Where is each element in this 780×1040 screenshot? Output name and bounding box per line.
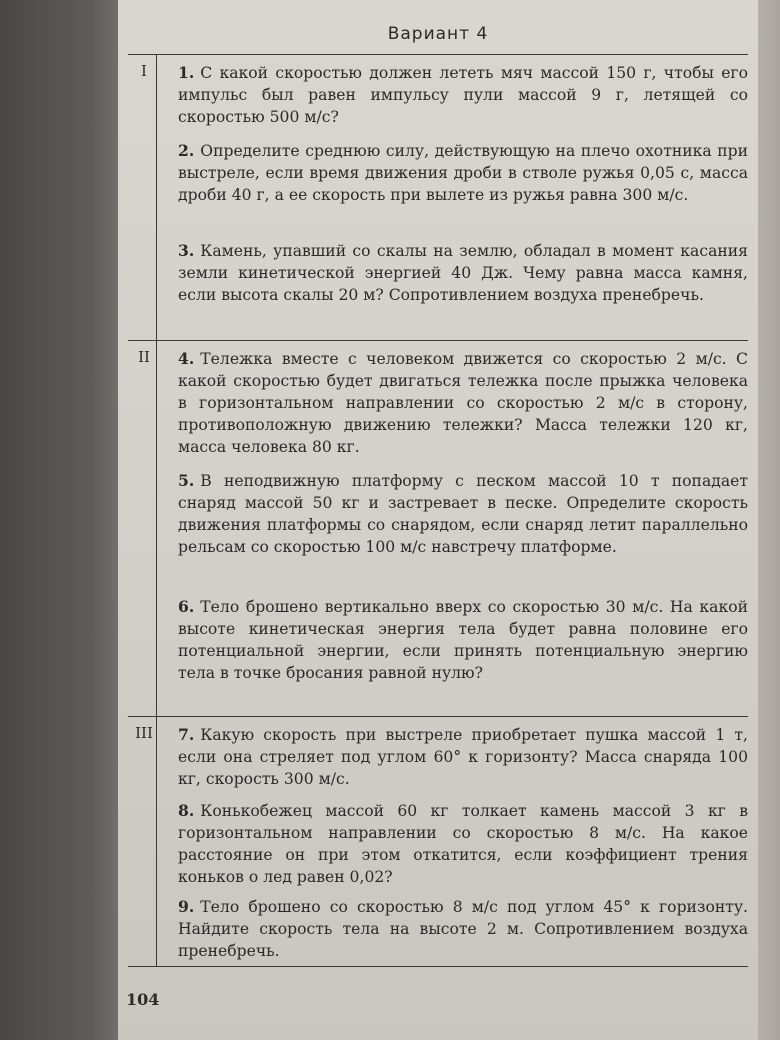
problem-text: Тело брошено со скоростью 8 м/с под углом 45° к горизонту. Найдите скорость тела на высоте 2 м. Сопротивлением воздуха пренебречь. (178, 898, 748, 960)
problem-number: 1. (178, 63, 195, 82)
problem-7 (178, 724, 748, 790)
page-number: 104 (126, 990, 160, 1009)
book-spine-shadow (0, 0, 130, 1040)
problem-number: 4. (178, 349, 195, 368)
problem-4 (178, 348, 748, 458)
section-divider-1 (128, 340, 748, 341)
problem-2 (178, 140, 748, 206)
section-label-1: I (141, 62, 147, 80)
problem-8 (178, 800, 748, 888)
problem-number: 8. (178, 801, 195, 820)
page-title: Вариант 4 (387, 24, 489, 44)
problem-text: Конькобежец массой 60 кг толкает камень массой 3 кг в горизонтальном направлении со скоростью 8 м/с. На какое расстояние он при этом откатится, если коэффициент трения коньков о лед равен 0,02? (178, 802, 748, 886)
book-page (118, 0, 758, 1040)
problem-text: Какую скорость при выстреле приобретает пушка массой 1 т, если она стреляет под углом 60° к горизонту? Масса снаряда 100 кг, скорость 300 м/с. (178, 726, 748, 788)
table-bottom-rule (128, 966, 748, 967)
section-label-2: II (138, 348, 150, 366)
problem-text: Камень, упавший со скалы на землю, обладал в момент касания земли кинетической энергией 40 Дж. Чему равна масса камня, если высота скалы 20 м? Сопротивлением воздуха пренебречь. (178, 242, 748, 304)
problem-3 (178, 240, 748, 306)
problem-text: Тело брошено вертикально вверх со скоростью 30 м/с. На какой высоте кинетическая энергия тела будет равна половине его потенциальной энергии, если принять потенциальную энергию тела в точке бросания равной нулю? (178, 598, 748, 682)
problem-1 (178, 62, 748, 128)
problem-text: С какой скоростью должен лететь мяч массой 150 г, чтобы его импульс был равен импульсу пули массой 9 г, летящей со скоростью 500 м/с? (178, 64, 748, 126)
problem-6 (178, 596, 748, 684)
problem-number: 3. (178, 241, 195, 260)
problem-number: 2. (178, 141, 195, 160)
problem-5 (178, 470, 748, 558)
section-label-3: III (135, 724, 153, 742)
problem-number: 5. (178, 471, 195, 490)
section-column-divider (156, 54, 157, 966)
problem-text: Определите среднюю силу, действующую на плечо охотника при выстреле, если время движения дроби в стволе ружья 0,05 с, масса дроби 40 г, а ее скорость при вылете из ружья равна 300 м/с. (178, 142, 748, 204)
problem-number: 6. (178, 597, 195, 616)
problem-text: В неподвижную платформу с песком массой 10 т попадает снаряд массой 50 кг и застревает в песке. Определите скорость движения платформы со снарядом, если снаряд летит параллельно рельсам со скоростью 100 м/с навстречу платформе. (178, 472, 748, 556)
section-divider-2 (128, 716, 748, 717)
table-top-rule (128, 54, 748, 55)
problem-number: 7. (178, 725, 195, 744)
problem-number: 9. (178, 897, 195, 916)
problem-text: Тележка вместе с человеком движется со скоростью 2 м/с. С какой скоростью будет двигаться тележка после прыжка человека в горизонтальном направлении со скоростью 2 м/с в сторону, противоположную движению тележки? Масса тележки 120 кг, масса человека 80 кг. (178, 350, 748, 456)
problem-9 (178, 896, 748, 962)
